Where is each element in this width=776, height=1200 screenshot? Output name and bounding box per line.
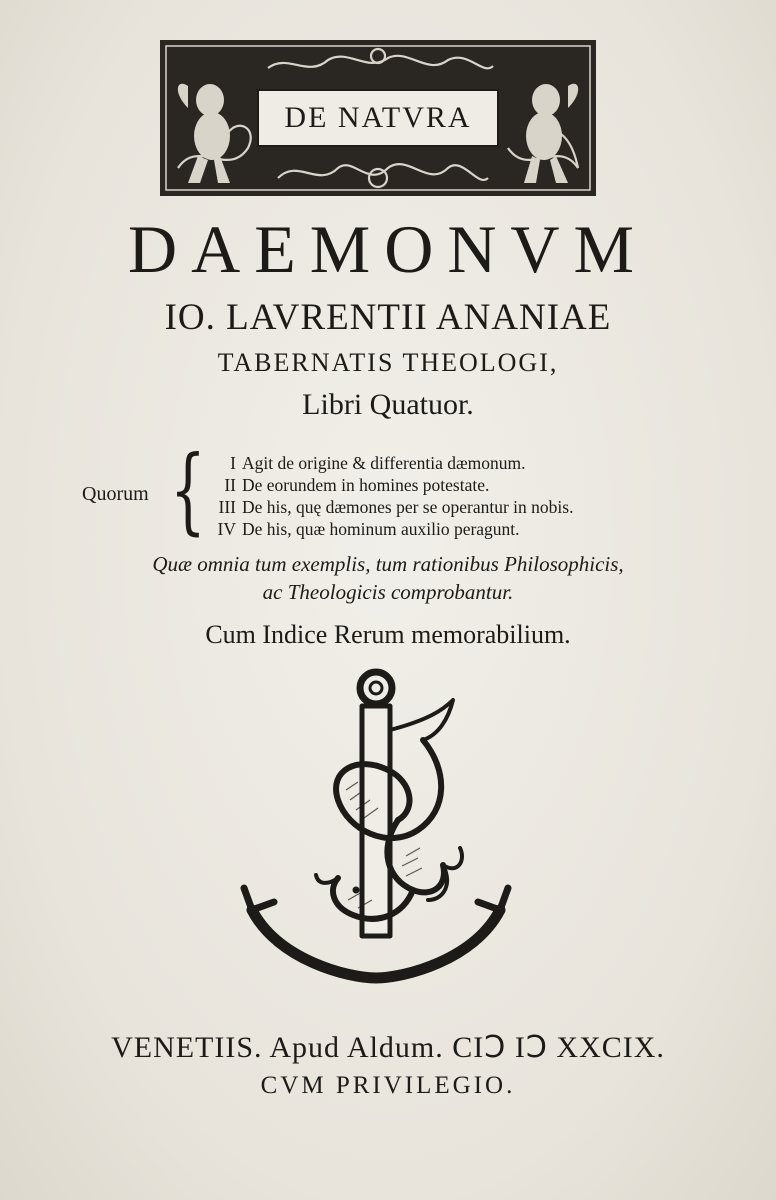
contents-item-text: De his, quę dæmones per se operantur in nobis. — [242, 497, 574, 517]
privilege-line: CVM PRIVILEGIO. — [260, 1072, 516, 1099]
contents-item-number: IV — [217, 519, 236, 539]
italic-line-2: ac Theologicis comprobantur. — [262, 580, 514, 604]
contents-item — [206, 496, 573, 518]
italic-line-1: Quæ omnia tum exemplis, tum rationibus Philosophicis, — [152, 552, 624, 576]
index-line: Cum Indice Rerum memorabilium. — [205, 620, 571, 649]
contents-item — [206, 474, 573, 496]
imprint-line: VENETIIS. Apud Aldum. CIↃ IↃ XXCIX. — [111, 1031, 665, 1064]
contents-item — [206, 452, 573, 474]
anchor-dolphin-icon — [238, 660, 518, 990]
brace-icon: { — [170, 436, 206, 545]
contents-item-number: I — [230, 453, 236, 473]
contents-list — [82, 436, 702, 545]
author-subtitle: TABERNATIS THEOLOGI, — [217, 348, 559, 377]
author-name: IO. LAVRENTII ANANIAE — [164, 297, 612, 338]
woodcut-header-ornament — [158, 38, 598, 198]
contents-item-text: Agit de origine & differentia dæmonum. — [242, 453, 526, 473]
contents-item-number: II — [224, 475, 236, 495]
printer-mark-drawing — [238, 660, 518, 990]
contents-item — [206, 518, 573, 540]
contents-item-number: III — [218, 497, 236, 517]
contents-label: Quorum — [82, 483, 149, 505]
cartouche-title: DE NATVRA — [284, 101, 472, 134]
main-title: DAEMONVM — [128, 211, 648, 287]
contents-items — [206, 452, 573, 540]
contents-item-text: De his, quæ hominum auxilio peragunt. — [242, 519, 520, 539]
contents-item-text: De eorundem in homines potestate. — [242, 475, 490, 495]
books-line: Libri Quatuor. — [302, 388, 474, 421]
